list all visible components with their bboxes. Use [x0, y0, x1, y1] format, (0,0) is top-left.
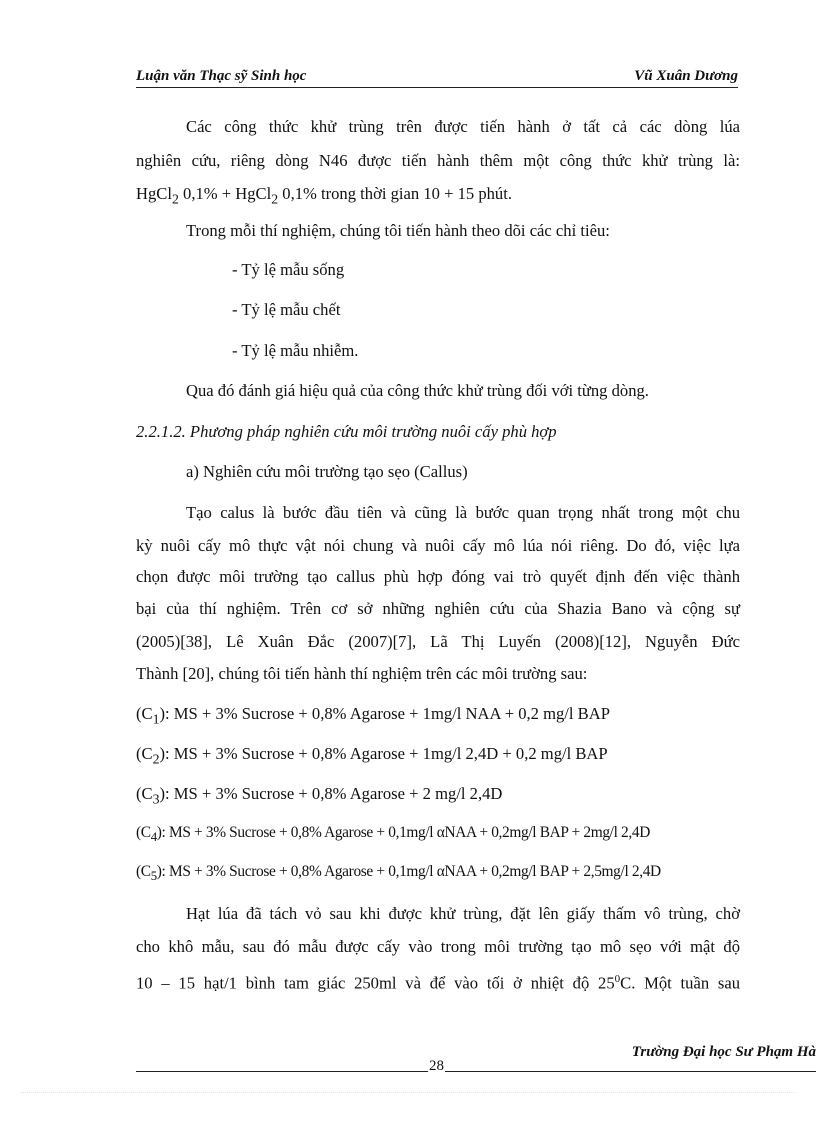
para5-line1: Hạt lúa đã tách vỏ sau khi được khử trùng, đặt lên giấy thấm vô trùng, chờ [186, 904, 740, 923]
para3: Qua đó đánh giá hiệu quả của công thức khử trùng đối với từng dòng. [186, 381, 649, 400]
para4-line: kỳ nuôi cấy mô thực vật nói chung và nuôi cấy mô lúa nói riêng. Do đó, việc lựa [136, 536, 740, 555]
para4-line: bại của thí nghiệm. Trên cơ sở những nghiên cứu của Shazia Bano và cộng sự [136, 599, 740, 618]
para4-line: Thành [20], chúng tôi tiến hành thí nghiệm trên các môi trường sau: [136, 664, 588, 683]
header-left: Luận văn Thạc sỹ Sinh học [136, 68, 307, 84]
formula-text: HgCl [136, 184, 172, 203]
bullet-item: - Tỷ lệ mẫu chết [232, 300, 341, 319]
para4-line: Tạo calus là bước đầu tiên và cũng là bước quan trọng nhất trong một chu [186, 503, 740, 522]
section-heading: 2.2.1.2. Phương pháp nghiên cứu môi trường nuôi cấy phù hợp [136, 422, 557, 441]
formula-text: 0,1% trong thời gian 10 + 15 phút. [278, 184, 512, 203]
medium-c1: $(C_1)$: MS + 3% Sucrose + 0,8% Agarose + 1mg/l NAA + 0,2 mg/l BAP [136, 704, 610, 727]
bullet-item: - Tỷ lệ mẫu sống [232, 260, 345, 279]
para4-line: chọn được môi trường tạo callus phù hợp đóng vai trò quyết định đến việc thành [136, 567, 740, 586]
medium-c4: $(C_4)$: MS + 3% Sucrose + 0,8% Agarose + 0,1mg/l αNAA + 0,2mg/l BAP + 2mg/l 2,4D [136, 824, 650, 845]
bullet-item: - Tỷ lệ mẫu nhiễm. [232, 341, 359, 360]
para1-line2: nghiên cứu, riêng dòng N46 được tiến hành thêm một công thức khử trùng là: [136, 151, 740, 170]
header-right: Vũ Xuân Dương [634, 68, 738, 84]
page-number: 28 [429, 1058, 444, 1074]
medium-c2: $(C_2)$: MS + 3% Sucrose + 0,8% Agarose + 1mg/l 2,4D + 0,2 mg/l BAP [136, 744, 608, 767]
subscript: 2 [171, 191, 179, 207]
para5-line3: 10 – 15 hạt/1 bình tam giác 250ml và để vào tối ở nhiệt độ $25^0C$. Một tuần sau [136, 973, 741, 993]
subscript: 2 [271, 191, 279, 207]
para4-line: (2005)[38], Lê Xuân Đắc (2007)[7], Lã Thị Luyến (2008)[12], Nguyễn Đức [136, 632, 740, 651]
subheading: a) Nghiên cứu môi trường tạo sẹo (Callus) [186, 462, 468, 481]
header-rule [136, 87, 738, 88]
para1-line1: Các công thức khử trùng trên được tiến hành ở tất cả các dòng lúa [186, 117, 740, 136]
footer-right: Trường Đại học Sư Phạm Hà [631, 1044, 816, 1060]
medium-c5: $(C_5)$: MS + 3% Sucrose + 0,8% Agarose + 0,1mg/l αNAA + 0,2mg/l BAP + 2,5mg/l 2,4D [136, 863, 661, 884]
para1-line3 [136, 184, 512, 209]
formula-text: 0,1% + HgCl [178, 184, 272, 203]
bottom-dotted-border [20, 1092, 796, 1093]
para5-line2: cho khô mẫu, sau đó mẫu được cấy vào trong môi trường tạo mô sẹo với mật độ [136, 937, 740, 956]
para2: Trong mỗi thí nghiệm, chúng tôi tiến hành theo dõi các chỉ tiêu: [186, 221, 610, 240]
medium-c3: $(C_3)$: MS + 3% Sucrose + 0,8% Agarose + 2 mg/l 2,4D [136, 784, 503, 807]
footer-rule [136, 1071, 816, 1072]
